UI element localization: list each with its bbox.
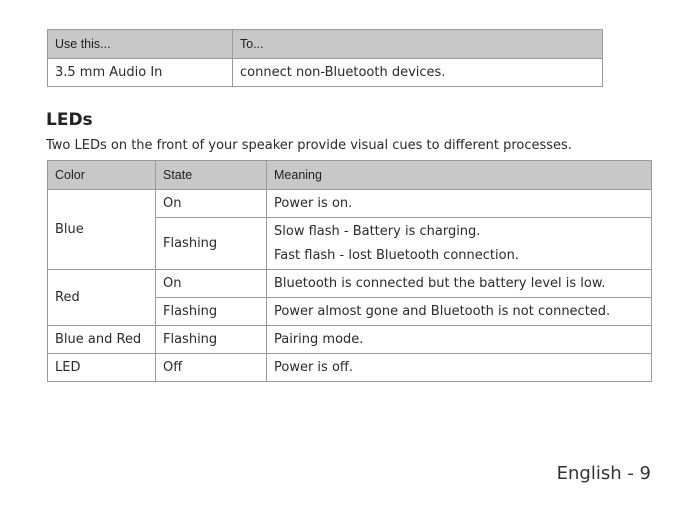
audio-input-table (47, 29, 603, 87)
table-header-row (48, 161, 652, 190)
table-row (48, 326, 652, 354)
cell-meaning: Power is off. (267, 354, 652, 382)
section-heading-leds: LEDs (46, 110, 93, 130)
page-footer: English - 9 (556, 463, 651, 484)
column-header-color: Color (48, 161, 156, 190)
cell-color-red: Red (48, 270, 156, 326)
cell-state: Flashing (156, 298, 267, 326)
table-row (48, 59, 603, 87)
meaning-line: Slow flash - Battery is charging. (274, 224, 481, 239)
cell-meaning: Bluetooth is connected but the battery level is low. (267, 270, 652, 298)
cell-state: Flashing (156, 326, 267, 354)
cell-state: Flashing (156, 218, 267, 270)
cell-audio-purpose: connect non-Bluetooth devices. (233, 59, 603, 87)
table-row (48, 270, 652, 298)
table-row (48, 190, 652, 218)
led-table (47, 160, 652, 382)
cell-state: On (156, 270, 267, 298)
table-header-row (48, 30, 603, 59)
cell-meaning: Power is on. (267, 190, 652, 218)
column-header-use-this: Use this... (48, 30, 233, 59)
cell-meaning: Pairing mode. (267, 326, 652, 354)
cell-meaning (267, 218, 652, 270)
column-header-meaning: Meaning (267, 161, 652, 190)
column-header-state: State (156, 161, 267, 190)
leds-intro-text: Two LEDs on the front of your speaker provide visual cues to different processes. (46, 138, 572, 153)
meaning-line: Fast flash - lost Bluetooth connection. (274, 248, 519, 263)
cell-audio-in: 3.5 mm Audio In (48, 59, 233, 87)
column-header-to: To... (233, 30, 603, 59)
cell-state: Off (156, 354, 267, 382)
table-row (48, 354, 652, 382)
cell-color-blue: Blue (48, 190, 156, 270)
cell-color-blue-and-red: Blue and Red (48, 326, 156, 354)
cell-meaning: Power almost gone and Bluetooth is not connected. (267, 298, 652, 326)
cell-state: On (156, 190, 267, 218)
cell-color-led: LED (48, 354, 156, 382)
